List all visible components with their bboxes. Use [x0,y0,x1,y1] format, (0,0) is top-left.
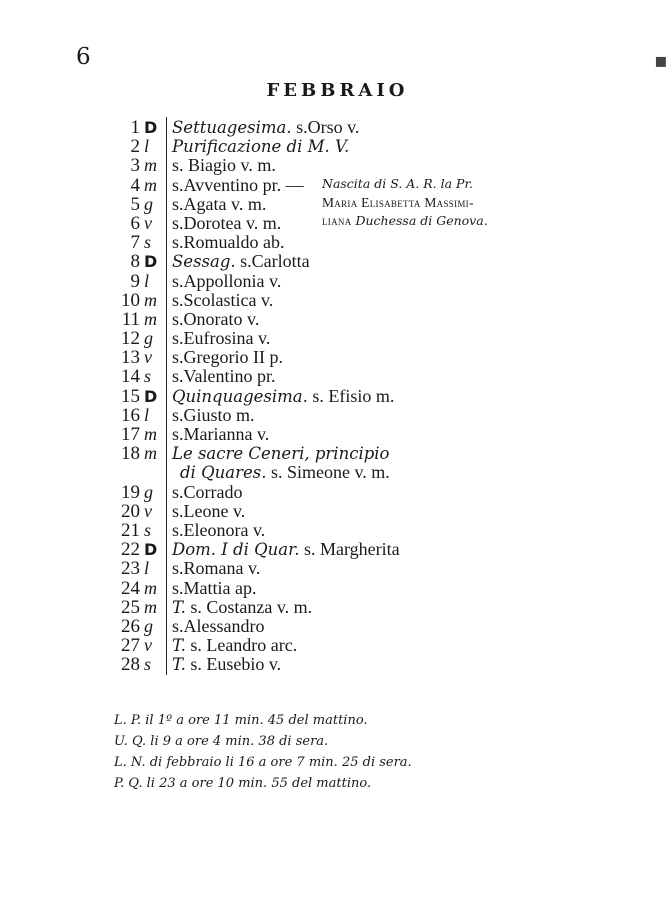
feast-text [172,444,390,463]
feast-text [172,559,260,578]
day-number: 3 [130,155,140,177]
note-line-1: Nascita di S. A. R. la Pr. [322,176,474,191]
column-rule [166,136,167,157]
column-rule [166,251,167,272]
weekday-letter: m [144,155,157,176]
feast-text [172,579,256,598]
day-number: 8 [130,251,140,273]
feast-italic: Purificazione di M. V. [172,137,350,157]
day-number: 24 [121,577,140,599]
column-rule [166,290,167,311]
weekday-letter: l [144,404,150,425]
feast-roman: s.Scolastica v. [172,289,274,310]
feast-italic: Le sacre Ceneri, principio [172,444,390,464]
weekday-letter: v [144,212,152,233]
column-rule [166,462,167,483]
note-line-3-title: Duchessa di Genova. [351,213,488,228]
day-number: 19 [121,481,140,503]
feast-roman: s.Marianna v. [172,424,270,444]
feast-roman: s. Costanza v. m. [185,596,313,617]
column-rule [166,405,167,426]
column-rule [166,424,167,445]
feast-text [172,310,259,329]
day-number: 9 [130,270,140,292]
feast-roman: s.Romana v. [172,558,261,579]
column-rule [166,501,167,522]
column-rule [166,654,167,675]
weekday-letter: l [144,270,150,291]
feast-text [172,118,359,137]
feast-roman: s.Mattia ap. [172,577,257,598]
feast-roman: s. Margherita [299,539,400,560]
column-rule [166,386,167,407]
weekday-letter: D [144,252,158,272]
column-rule [166,616,167,637]
feast-text [172,329,270,348]
weekday-letter: D [144,540,158,560]
weekday-letter: m [144,577,157,598]
column-rule [166,309,167,330]
feast-text [172,521,265,540]
month-title: FEBBRAIO [266,80,409,101]
feast-roman: s.Alessandro [172,615,265,636]
column-rule [166,194,167,215]
feast-text [172,367,276,386]
feast-roman: s. Eusebio v. [185,654,282,675]
weekday-letter: s [144,654,152,675]
feast-italic: T. [172,597,186,617]
day-number: 20 [121,500,140,522]
day-number: 2 [130,136,140,158]
feast-italic: di Quares. [180,463,267,483]
feast-roman: s.Appollonia v. [172,270,282,291]
feast-roman: s.Avventino pr. — [172,174,304,195]
feast-text [172,291,273,310]
column-rule [166,578,167,599]
moon-phase-line: L. P. il 1º a ore 11 min. 45 del mattino. [114,713,368,728]
feast-text [172,387,394,406]
day-number: 22 [121,539,140,561]
weekday-letter: g [144,481,153,502]
feast-text [172,655,281,674]
column-rule [166,328,167,349]
moon-phase-line: L. N. di febbraio li 16 a ore 7 min. 25 di sera. [114,755,412,770]
day-number: 1 [130,117,140,138]
day-number: 21 [121,519,140,541]
weekday-letter: v [144,500,152,521]
feast-roman: s. Simeone v. m. [266,462,390,483]
day-number: 11 [121,308,140,330]
weekday-letter: m [144,174,157,195]
weekday-letter: v [144,635,152,656]
day-number: 27 [121,635,140,657]
column-rule [166,155,167,176]
weekday-letter: v [144,347,152,368]
feast-text [172,252,310,271]
birth-note [322,175,488,231]
feast-text [172,137,349,156]
day-number: 17 [121,424,140,445]
column-rule [166,520,167,541]
feast-text [172,502,245,521]
column-rule [166,347,167,368]
note-line-3 [322,212,488,231]
feast-roman: s.Eufrosina v. [172,328,271,349]
feast-text [180,463,390,482]
feast-text [172,598,312,617]
feast-roman: s. Efisio m. [307,385,395,406]
feast-text [172,636,297,655]
feast-italic: T. [172,636,186,656]
column-rule [166,213,167,234]
feast-italic: T. [172,655,186,675]
feast-italic: Quinquagesima. [172,386,308,406]
weekday-letter: g [144,615,153,636]
day-number: 6 [130,212,140,234]
feast-italic: Sessag. [172,252,236,272]
column-rule [166,558,167,579]
note-line-2: Maria Elisabetta Massimi- [322,194,474,210]
column-rule [166,597,167,618]
feast-roman: s. Biagio v. m. [172,155,276,176]
day-number: 15 [121,385,140,407]
weekday-letter: m [144,424,157,444]
column-rule [166,232,167,253]
weekday-letter: g [144,328,153,349]
column-rule [166,117,167,138]
feast-roman: s.Dorotea v. m. [172,212,282,233]
feast-roman: s. Leandro arc. [185,635,298,656]
feast-text [172,156,276,175]
weekday-letter: D [144,386,158,406]
day-number: 26 [121,615,140,637]
column-rule [166,635,167,656]
day-number: 25 [121,596,140,618]
feast-roman: s.Giusto m. [172,404,255,425]
feast-roman: s.Eleonora v. [172,519,266,540]
feast-roman: s.Valentino pr. [172,366,276,387]
page-number: 6 [76,44,91,70]
day-number: 12 [121,328,140,350]
feast-italic: Dom. I di Quar. [172,540,300,560]
weekday-letter: D [144,118,158,137]
day-number: 16 [121,404,140,426]
feast-text [172,425,269,444]
moon-phase-line: U. Q. li 9 a ore 4 min. 38 di sera. [114,734,329,749]
feast-text [172,348,283,367]
column-rule [166,443,167,464]
day-number: 28 [121,654,140,676]
feast-text [172,195,266,214]
column-rule [166,482,167,503]
feast-roman: s.Agata v. m. [172,193,267,214]
weekday-letter: m [144,596,157,617]
weekday-letter: m [144,443,157,464]
feast-roman: s.Leone v. [172,500,246,521]
feast-roman: s.Orso v. [291,117,360,137]
feast-text [172,214,281,233]
feast-text [172,406,255,425]
column-rule [166,175,167,196]
feast-text [172,272,281,291]
feast-text [172,617,265,636]
feast-roman: s.Onorato v. [172,308,260,329]
weekday-letter: l [144,136,150,157]
feast-text [172,176,304,195]
day-number: 18 [121,443,140,465]
margin-mark: ▪ [654,48,668,72]
weekday-letter: m [144,289,157,310]
day-number: 7 [130,232,140,254]
weekday-letter: l [144,558,150,579]
column-rule [166,366,167,387]
feast-text [172,540,400,559]
day-number: 23 [121,558,140,580]
feast-roman: s.Corrado [172,481,243,502]
weekday-letter: s [144,366,152,387]
weekday-letter: m [144,308,157,329]
weekday-letter: s [144,519,152,540]
day-number: 10 [121,289,140,311]
feast-italic: Settuagesima. [172,118,292,137]
feast-roman: s.Gregorio II p. [172,347,283,368]
day-number: 14 [121,366,140,388]
day-number: 5 [130,193,140,215]
column-rule [166,539,167,560]
moon-phase-line: P. Q. li 23 a ore 10 min. 55 del mattino. [114,776,372,791]
feast-roman: s.Romualdo ab. [172,232,285,253]
feast-roman: s.Carlotta [235,251,310,272]
note-line-3-name: liana [322,213,352,228]
feast-text [172,233,285,252]
weekday-letter: s [144,232,152,253]
weekday-letter: g [144,193,153,214]
day-number: 13 [121,347,140,369]
feast-text [172,483,243,502]
day-number: 4 [130,174,140,196]
moon-phases [114,710,412,794]
column-rule [166,271,167,292]
